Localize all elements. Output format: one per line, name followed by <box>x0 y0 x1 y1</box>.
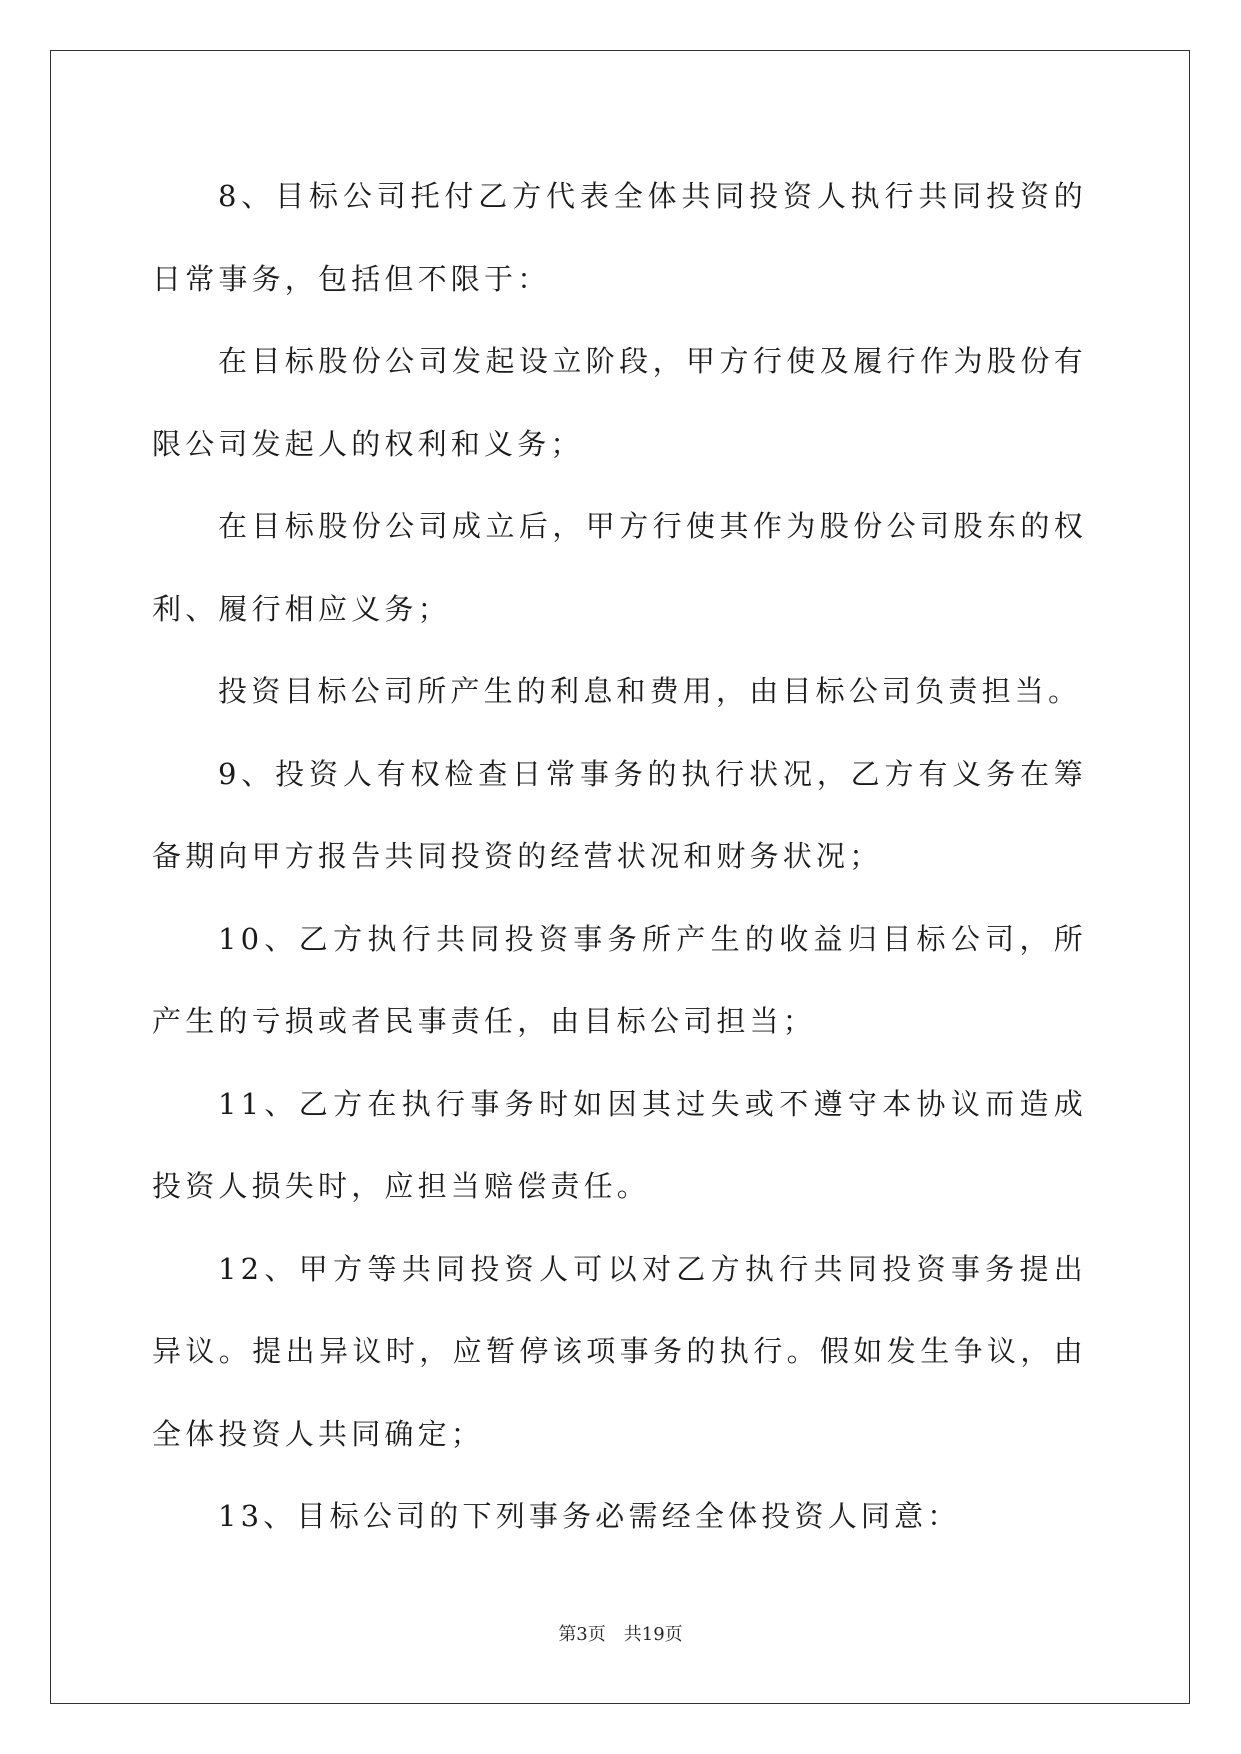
paragraph-clause-12: 12、甲方等共同投资人可以对乙方执行共同投资事务提出异议。提出异议时，应暂停该项事务的执行。假如发生争议，由全体投资人共同确定； <box>152 1251 1087 1451</box>
document-body <box>152 155 1087 1558</box>
paragraph-formation-stage: 在目标股份公司发起设立阶段，甲方行使及履行作为股份有限公司发起人的权利和义务； <box>152 344 1087 461</box>
paragraph-clause-10: 10、乙方执行共同投资事务所产生的收益归目标公司，所产生的亏损或者民事责任，由目标公司担当； <box>152 921 1087 1038</box>
paragraph-clause-13: 13、目标公司的下列事务必需经全体投资人同意： <box>218 1499 961 1533</box>
paragraph-clause-8: 8、目标公司托付乙方代表全体共同投资人执行共同投资的日常事务，包括但不限于： <box>152 179 1087 296</box>
paragraph-after-establishment: 在目标股份公司成立后，甲方行使其作为股份公司股东的权利、履行相应义务； <box>152 509 1087 626</box>
paragraph-clause-11: 11、乙方在执行事务时如因其过失或不遵守本协议而造成投资人损失时，应担当赔偿责任。 <box>152 1086 1087 1203</box>
paragraph-interest-costs: 投资目标公司所产生的利息和费用，由目标公司负责担当。 <box>218 674 1082 708</box>
page-footer <box>0 1623 1241 1647</box>
total-page-count: 共19页 <box>623 1624 683 1645</box>
paragraph-clause-9: 9、投资人有权检查日常事务的执行状况，乙方有义务在筹备期向甲方报告共同投资的经营状况和财务状况； <box>152 756 1087 873</box>
current-page-number: 第3页 <box>558 1624 606 1645</box>
